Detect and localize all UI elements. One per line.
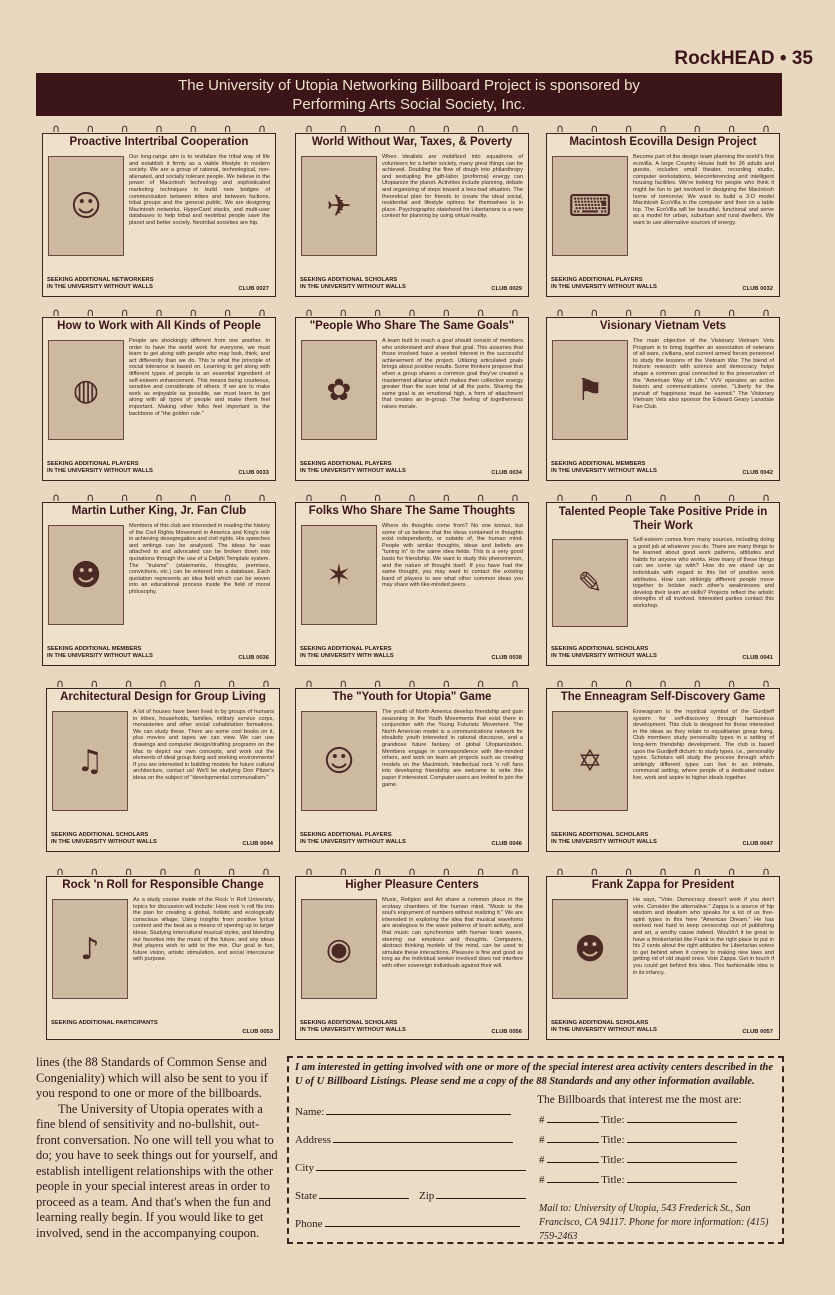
billboard-rings: [53, 866, 273, 878]
ring-icon: ∩: [373, 306, 382, 319]
ring-icon: ∩: [257, 306, 266, 319]
banner-line-2: Performing Arts Social Society, Inc.: [292, 96, 526, 113]
footer-university: IN THE UNIVERSITY WITHOUT WALLS: [47, 468, 153, 474]
hash-label: #: [539, 1154, 545, 1166]
interest-row-4[interactable]: [539, 1172, 737, 1186]
name-line[interactable]: [326, 1104, 511, 1115]
ring-icon: ∩: [555, 677, 565, 690]
billboard-text: Enneagram is the mystical symbol of the Gurdjieff system for self-discovery through harmonious development. This club is designed for those interested in the ideas as they relate to equalitarian group living. Club members study personality types in a setting of long-term friendship development. The club is based upon the Gurdjieff dictum: to study types, i.e., personality types. Scholars will study the process through which strikingly different types can live in an intimate, communal setting, where people of a dedicated nature live, work and aspire to higher ideals together.: [633, 709, 774, 781]
computer-floorplan-icon: ⌨: [552, 156, 628, 256]
billboard-footer: [551, 461, 773, 477]
billboard-rings: [553, 307, 773, 319]
ring-icon: ∩: [154, 491, 164, 504]
billboard-title: Frank Zappa for President: [591, 879, 735, 891]
billboard-footer: [51, 1020, 273, 1036]
billboard: [42, 122, 276, 297]
billboard-title: Martin Luther King, Jr. Fan Club: [71, 505, 247, 517]
billboard-text: Members of this club are interested in reading the history of the Civil Rights Movement in America and King's role in achieving desegregation and civil rights. His speeches and writings can be analyzed. The ideas he was attached to and advocated can be broken down into quotations through the use of a Delphi Template system. The "truisms" (statements, thoughts, premises, convictions, etc.) can be entered into a database. Each quotation represents an idea field which can be woven into an educational process inside the field of moral philosophy.: [129, 523, 270, 595]
ring-icon: ∩: [476, 677, 485, 690]
ring-icon: ∩: [624, 865, 633, 878]
ring-icon: ∩: [442, 306, 451, 319]
ring-icon: ∩: [304, 306, 314, 319]
interest-heading: The Billboards that interest me the most are:: [537, 1094, 742, 1106]
state-field[interactable]: [295, 1188, 409, 1202]
sponsor-banner: [36, 73, 782, 116]
billboard-text: As a study course inside of the Rock 'n Roll University, topics for discussion will include: How rock 'n roll fits into the plan for creating a global, holistic and ecologically conscious village; Using insights from positive lyrical content and the beat as a means of opening up to larger ideas; Studying intercultural musical styles, and blending our favorites into the music of the future; and any ideas that players wish to add to the mix. Our goal is fun, future vision, artistic stimulation, and social intercourse with purpose.: [133, 897, 274, 963]
billboard-footer: [300, 1020, 522, 1036]
interest-row-1[interactable]: [539, 1112, 737, 1126]
flowers-icon: ✿: [301, 340, 377, 440]
ring-icon: ∩: [193, 677, 202, 690]
ring-icon: ∩: [120, 122, 129, 135]
ring-icon: ∩: [590, 122, 599, 135]
ring-icon: ∩: [373, 491, 382, 504]
billboard: [546, 677, 780, 852]
ring-icon: ∩: [158, 865, 168, 878]
ring-icon: ∩: [304, 865, 314, 878]
zip-field[interactable]: [419, 1188, 526, 1202]
ring-icon: ∩: [124, 865, 133, 878]
ring-icon: ∩: [555, 491, 565, 504]
ring-icon: ∩: [339, 306, 348, 319]
title-label: Title:: [601, 1134, 625, 1146]
billboard-title: Folks Who Share The Same Thoughts: [308, 505, 516, 517]
billboard-footer: [300, 461, 522, 477]
billboard-rings: [49, 492, 269, 504]
billboard: [46, 865, 280, 1040]
club-number: CLUB 0029: [491, 286, 522, 292]
billboard: [546, 491, 780, 666]
billboard-footer: [47, 461, 269, 477]
footer-seeking: SEEKING ADDITIONAL SCHOLARS: [551, 646, 649, 652]
address-line[interactable]: [333, 1132, 513, 1143]
ring-icon: ∩: [761, 122, 770, 135]
billboard-footer: [300, 832, 522, 848]
billboard-rings: [302, 678, 522, 690]
billboard-rings: [302, 492, 522, 504]
ring-icon: ∩: [476, 122, 485, 135]
ring-icon: ∩: [158, 677, 168, 690]
ring-icon: ∩: [590, 491, 599, 504]
billboard-rings: [49, 307, 269, 319]
billboard-rings: [553, 678, 773, 690]
billboard: [295, 122, 529, 297]
ring-icon: ∩: [510, 491, 519, 504]
ring-icon: ∩: [51, 491, 61, 504]
portrait-icon: ☻: [552, 899, 628, 999]
ring-icon: ∩: [257, 491, 266, 504]
ring-icon: ∩: [90, 865, 99, 878]
billboard-rings: [302, 866, 522, 878]
billboard: [546, 122, 780, 297]
ring-icon: ∩: [339, 491, 348, 504]
number-line[interactable]: [547, 1152, 599, 1163]
ring-icon: ∩: [442, 865, 451, 878]
billboard-rings: [553, 866, 773, 878]
club-number: CLUB 0057: [742, 1029, 773, 1035]
ring-icon: ∩: [693, 491, 702, 504]
number-line[interactable]: [547, 1112, 599, 1123]
billboard-rings: [553, 123, 773, 135]
ring-icon: ∩: [373, 677, 382, 690]
billboard-text: The main objective of the Visionary Vietnam Vets Program is to bring together an association of veterans of all wars, civilians, and current armed forces personnel to study the lessons of the Vietnam War. The blend of historic research with science and democracy helps shape a common goal connected to the preservation of the "American Way of Life." VVV operates an active liaison and communications center. "Liberty for the pursuit of happiness must be earned." The Visionary Vietnam Vets also sponsor the Edward Geary Lansdale Fan Club.: [633, 338, 774, 410]
billboard-title: Visionary Vietnam Vets: [599, 320, 727, 332]
name-label: Name:: [295, 1106, 325, 1118]
footer-university: IN THE UNIVERSITY WITHOUT WALLS: [300, 1027, 406, 1033]
footer-university: IN THE UNIVERSITY WITHOUT WALLS: [47, 284, 153, 290]
flag-palm-icon: ⚑: [552, 340, 628, 440]
billboard-title: Talented People Take Positive Pride in Their Work: [558, 506, 768, 532]
hash-label: #: [539, 1134, 545, 1146]
state-line[interactable]: [319, 1188, 409, 1199]
zip-label: Zip: [419, 1190, 435, 1202]
footer-university: IN THE UNIVERSITY WITHOUT WALLS: [51, 839, 157, 845]
mail-to: Mail to: University of Utopia, 543 Frederick St., San Francisco, CA 94117. Phone for more information: (415) 759-2463: [539, 1203, 769, 1242]
intro-paragraph-1: lines (the 88 Standards of Common Sense and Congeniality) which will also be sent to you if you respond to one or more of the billboards.: [36, 1055, 268, 1100]
club-number: CLUB 0036: [238, 655, 269, 661]
billboard: [295, 865, 529, 1040]
footer-university: IN THE UNIVERSITY WITHOUT WALLS: [300, 468, 406, 474]
billboard-text: A team built to reach a goal should consist of members who understand and share that goal. This assumes that those involved have a vested interest in the successful achievement of the project. Utilizing articulated goals brings about positive results. Some thinkers propose that when a group shares a common goal they've created a mastermind alliance which makes their collective energy greater than the sum total of all the parts. Sharing the same goal is an emotional high, a form of attachment that creates an in-group. The feeling of togetherness raises morale.: [382, 338, 523, 410]
ring-icon: ∩: [476, 491, 485, 504]
ring-icon: ∩: [658, 306, 668, 319]
billboard-text: People are shockingly different from one another. In order to have the world work for everyone, we must learn to get along with people who may look, think, and act differently than we do. This is what the principle of social tolerance is based on. Learning to get along with different types of people is an essential ingredient of self-esteem enhancement. This means being courteous, sensitive and considerate of others. If we are to make work as enjoyable as possible, we must learn to get along with all types of people and make them feel important. Making other folks feel important is the backbone of "the golden rule.": [129, 338, 270, 417]
ring-icon: ∩: [727, 122, 736, 135]
banner-line-1: The University of Utopia Networking Billboard Project is sponsored by: [178, 77, 640, 94]
page-header-row: [0, 48, 835, 70]
footer-university: IN THE UNIVERSITY WITHOUT WALLS: [551, 284, 657, 290]
ring-icon: ∩: [339, 677, 348, 690]
number-line[interactable]: [547, 1172, 599, 1183]
billboard-text: The youth of North America develop friendship and gain seasoning in the Youth Movements that exist there in conjunction with the Young Futurists Movement. The North American model is a communications network for idealistic youth interested in rational discourse, and a grandiose future fantasy of global Utopianization. Members engage in correspondence with like-minded others, and work on team art projects such as creating models on the Macintosh. Intellectual rock 'n roll fans into developing friendship are welcome to write this paper if interested. Computer users are invited to join the game.: [382, 709, 523, 788]
club-number: CLUB 0038: [491, 655, 522, 661]
ring-icon: ∩: [407, 306, 417, 319]
ring-icon: ∩: [120, 491, 129, 504]
ring-icon: ∩: [120, 306, 129, 319]
footer-seeking: SEEKING ADDITIONAL MEMBERS: [551, 461, 646, 467]
ring-icon: ∩: [624, 122, 633, 135]
ring-icon: ∩: [693, 306, 702, 319]
ring-icon: ∩: [761, 491, 770, 504]
intro-paragraph-2: The University of Utopia operates with a fine blend of sensitivity and no-bullshit, out-front conversation. No one will tell you what to do; you have to seek things out for yourself, and establish intelligent relationships with the other people in your special interest areas in order to proceed as a team. And that's when the fun and learning really begin. If you would like to get involved, send in the accompanying coupon.: [36, 1101, 278, 1240]
number-line[interactable]: [547, 1132, 599, 1143]
club-number: CLUB 0056: [491, 1029, 522, 1035]
ring-icon: ∩: [86, 306, 95, 319]
ring-icon: ∩: [761, 306, 770, 319]
billboard-rings: [302, 307, 522, 319]
state-label: State: [295, 1190, 317, 1202]
footer-university: IN THE UNIVERSITY WITHOUT WALLS: [300, 284, 406, 290]
ring-icon: ∩: [590, 865, 599, 878]
ring-icon: ∩: [227, 865, 236, 878]
phone-field[interactable]: [295, 1216, 520, 1230]
footer-seeking: SEEKING ADDITIONAL SCHOLARS: [551, 832, 649, 838]
ring-icon: ∩: [124, 677, 133, 690]
billboard: [42, 306, 276, 481]
lightbulbs-icon: ✶: [301, 525, 377, 625]
billboard-title: The "Youth for Utopia" Game: [332, 691, 492, 703]
title-line[interactable]: [627, 1152, 737, 1163]
intro-text: [36, 1055, 280, 1241]
ring-icon: ∩: [154, 306, 164, 319]
billboard-title: The Enneagram Self-Discovery Game: [560, 691, 766, 703]
ring-icon: ∩: [339, 122, 348, 135]
billboard-footer: [51, 832, 273, 848]
billboard-title: "People Who Share The Same Goals": [309, 320, 515, 332]
billboard: [295, 306, 529, 481]
artist-icon: ✎: [552, 539, 628, 627]
ring-icon: ∩: [407, 865, 417, 878]
billboard-text: Become part of the design team planning the world's first ecovilla. A large Country House built for 36 adults and guests, includes small theater, recording studio, computer workstations, teleconferencing and intelligent housing facilities. We're looking for people who think it might be fun to get involved in designing the Macintosh home of tomorrow. We want to build a 3-D model Macintosh EcoVilla in the computer and then on a table top. The EcoVilla will be beautiful, functional and serve as a model for urban, suburban and rural dwellers. We want to use alternative sources of energy.: [633, 154, 774, 226]
billboard-title: Higher Pleasure Centers: [345, 879, 479, 891]
ring-icon: ∩: [223, 491, 232, 504]
club-number: CLUB 0047: [742, 841, 773, 847]
billboard-rings: [49, 123, 269, 135]
footer-university: IN THE UNIVERSITY WITHOUT WALLS: [300, 839, 406, 845]
footer-seeking: SEEKING ADDITIONAL PLAYERS: [551, 277, 643, 283]
hash-label: #: [539, 1174, 545, 1186]
ring-icon: ∩: [658, 865, 668, 878]
title-label: Title:: [601, 1174, 625, 1186]
billboard-footer: [551, 1020, 773, 1036]
billboard-footer: [551, 646, 773, 662]
ring-icon: ∩: [407, 677, 417, 690]
ring-icon: ∩: [476, 306, 485, 319]
footer-university: IN THE UNIVERSITY WITHOUT WALLS: [551, 839, 657, 845]
billboard-title: Proactive Intertribal Cooperation: [69, 136, 249, 148]
billboard-footer: [300, 646, 522, 662]
ring-icon: ∩: [227, 677, 236, 690]
ring-icon: ∩: [476, 865, 485, 878]
address-field[interactable]: [295, 1132, 513, 1146]
footer-seeking: SEEKING ADDITIONAL PLAYERS: [300, 461, 392, 467]
billboard-rings: [553, 492, 773, 504]
ring-icon: ∩: [727, 491, 736, 504]
ring-icon: ∩: [304, 677, 314, 690]
billboard-text: Our long-range aim is to revitalize the tribal way of life and establish it firmly as a viable lifestyle in modern society. We are a group of rational, technological, non-alienated, and socially tolerant people. We believe in the power of Macintosh technology and sophisticated marketing techniques to build new bridges of communication between tribes and between factions, tribal groups and the general public. We are designing Macintosh networks, HyperCard stacks, and multi-user databases to help tribal and neotribal people save the planet and better society. Neotribal societies are hip.: [129, 154, 270, 226]
face-profile-icon: ☺: [301, 711, 377, 811]
ring-icon: ∩: [86, 491, 95, 504]
club-number: CLUB 0046: [491, 841, 522, 847]
footer-seeking: SEEKING ADDITIONAL SCHOLARS: [551, 1020, 649, 1026]
footer-seeking: SEEKING ADDITIONAL SCHOLARS: [300, 277, 398, 283]
title-line[interactable]: [627, 1172, 737, 1183]
billboard-rings: [302, 123, 522, 135]
ring-icon: ∩: [658, 491, 668, 504]
response-coupon: [287, 1056, 784, 1244]
ring-icon: ∩: [442, 677, 451, 690]
city-field[interactable]: [295, 1160, 526, 1174]
dancers-icon: ♫: [52, 711, 128, 811]
ring-icon: ∩: [154, 122, 164, 135]
billboard-footer: [551, 277, 773, 293]
city-label: City: [295, 1162, 314, 1174]
club-number: CLUB 0027: [238, 286, 269, 292]
ring-icon: ∩: [304, 122, 314, 135]
ring-icon: ∩: [510, 306, 519, 319]
title-label: Title:: [601, 1114, 625, 1126]
footer-seeking: SEEKING ADDITIONAL PLAYERS: [300, 832, 392, 838]
footer-seeking: SEEKING ADDITIONAL PARTICIPANTS: [51, 1020, 158, 1026]
ring-icon: ∩: [407, 491, 417, 504]
ring-icon: ∩: [86, 122, 95, 135]
billboard-footer: [551, 832, 773, 848]
footer-university: IN THE UNIVERSITY WITH WALLS: [300, 653, 394, 659]
ring-icon: ∩: [304, 491, 314, 504]
club-number: CLUB 0053: [242, 1029, 273, 1035]
footer-seeking: SEEKING ADDITIONAL PLAYERS: [47, 461, 139, 467]
ring-icon: ∩: [373, 865, 382, 878]
club-number: CLUB 0034: [491, 470, 522, 476]
ring-icon: ∩: [693, 677, 702, 690]
hash-label: #: [539, 1114, 545, 1126]
people-group-icon: ☺: [48, 156, 124, 256]
address-label: Address: [295, 1134, 332, 1146]
ring-icon: ∩: [693, 865, 702, 878]
ring-icon: ∩: [624, 677, 633, 690]
billboard-footer: [47, 277, 269, 293]
city-line[interactable]: [316, 1160, 526, 1171]
club-number: CLUB 0041: [742, 655, 773, 661]
footer-university: IN THE UNIVERSITY WITHOUT WALLS: [47, 653, 153, 659]
title-label: Title:: [601, 1154, 625, 1166]
ring-icon: ∩: [373, 122, 382, 135]
page-header: RockHEAD • 35: [674, 48, 813, 69]
ring-icon: ∩: [55, 677, 65, 690]
enneagram-icon: ✡: [552, 711, 628, 811]
ring-icon: ∩: [90, 677, 99, 690]
billboard-title: Rock 'n Roll for Responsible Change: [62, 879, 264, 891]
ring-icon: ∩: [624, 306, 633, 319]
billboard-title: Macintosh Ecovilla Design Project: [569, 136, 757, 148]
ring-icon: ∩: [261, 677, 270, 690]
ring-icon: ∩: [257, 122, 266, 135]
billboard-footer: [47, 646, 269, 662]
footer-seeking: SEEKING ADDITIONAL MEMBERS: [47, 646, 142, 652]
ring-icon: ∩: [51, 306, 61, 319]
ring-icon: ∩: [555, 122, 565, 135]
ring-icon: ∩: [693, 122, 702, 135]
ring-icon: ∩: [510, 122, 519, 135]
billboard: [42, 491, 276, 666]
zip-line[interactable]: [436, 1188, 526, 1199]
ring-icon: ∩: [624, 491, 633, 504]
billboard-title: Architectural Design for Group Living: [60, 691, 266, 703]
club-number: CLUB 0032: [742, 286, 773, 292]
footer-seeking: SEEKING ADDITIONAL SCHOLARS: [51, 832, 149, 838]
billboard-text: A lot of houses have been lived in by groups of humans in tribes, households, families, military service corps, monasteries and other social cohabitation formations. We can study these. There are some cool books on it, plus movies and tapes we can view. We can use drawings and computer design/drafting programs on the Mac to depict our own concepts, and work out the elements of ideal group living and working environments! If you are interested in building models for future cultural architecture, contact us! We'll be studying Don Pitzer's ideas on the subject of "developmental communalism.": [133, 709, 274, 781]
ring-icon: ∩: [590, 306, 599, 319]
club-number: CLUB 0042: [742, 470, 773, 476]
ring-icon: ∩: [510, 865, 519, 878]
billboard-text: Where do thoughts come from? No one knows, but some of us believe that the ideas contained in thoughts exist independently, or outside of, the human mind. People with similar thoughts, ideas and beliefs are "tuning in" to the same idea fields. This is a very good basis for friendship. We want to study this phenomenon, and the nature of thought itself. If you have had the same thought, you may want to contact the existing band of players to see what other common ideas you may share with like-minded peers.: [382, 523, 523, 589]
ring-icon: ∩: [55, 865, 65, 878]
ring-icon: ∩: [407, 122, 417, 135]
ring-icon: ∩: [261, 865, 270, 878]
coupon-title: I am interested in getting involved with one or more of the special interest area activity centers described in the U of U Billboard Listings. Please send me a copy of the 88 Standards and any other information available.: [295, 1062, 774, 1087]
billboard-text: Music, Religion and Art share a common place in the ecstasy chambers of the human mind. "Music is the soul's enjoyment of numbers without realizing it." We are interested in exploring the idea that musical wavefoms are analogous to the wave patterns of brain activity, and that music can synchronize with human brain waves, steering our emotions and thoughts. Computers, abstract thinking models of the mind, can be used to simulate these interactions. Pleasure is fine and good as long as the individual seeker involved does not interfere with other sovereign individuals against their will.: [382, 897, 523, 969]
club-number: CLUB 0033: [238, 470, 269, 476]
billboard-text: When idealists are mobilized into squadrons of volunteers for a better society, many great things can be achieved. Doubling the flow of dough into philanthropy and sextupling the gift-labor (proforma) energy can Utopianize the planet. Activities include planning, debate and organizing of steps toward a less-bad situation. The theoretical plan for friends to create the ideal social, residential and lifestyle options for themselves is in place. Psychographic statehood for Libertarians is a new context for planning by using virtual reality.: [382, 154, 523, 220]
billboard-rings: [53, 678, 273, 690]
ring-icon: ∩: [442, 122, 451, 135]
ring-icon: ∩: [193, 865, 202, 878]
ring-icon: ∩: [339, 865, 348, 878]
billboard: [546, 865, 780, 1040]
billboard: [46, 677, 280, 852]
singer-icon: ♪: [52, 899, 128, 999]
billboard-title: How to Work with All Kinds of People: [57, 320, 261, 332]
ring-icon: ∩: [727, 865, 736, 878]
ring-icon: ∩: [189, 491, 198, 504]
ring-icon: ∩: [189, 122, 198, 135]
bird-icon: ✈: [301, 156, 377, 256]
ring-icon: ∩: [555, 865, 565, 878]
footer-seeking: SEEKING ADDITIONAL SCHOLARS: [300, 1020, 398, 1026]
ring-icon: ∩: [727, 677, 736, 690]
ring-icon: ∩: [555, 306, 565, 319]
ring-icon: ∩: [590, 677, 599, 690]
title-line[interactable]: [627, 1132, 737, 1143]
name-field[interactable]: [295, 1104, 511, 1118]
ring-icon: ∩: [727, 306, 736, 319]
ring-icon: ∩: [761, 677, 770, 690]
interest-row-3[interactable]: [539, 1152, 737, 1166]
interest-row-2[interactable]: [539, 1132, 737, 1146]
footer-university: IN THE UNIVERSITY WITHOUT WALLS: [551, 1027, 657, 1033]
footer-university: IN THE UNIVERSITY WITHOUT WALLS: [551, 468, 657, 474]
title-line[interactable]: [627, 1112, 737, 1123]
ring-icon: ∩: [189, 306, 198, 319]
ring-icon: ∩: [658, 677, 668, 690]
ring-icon: ∩: [442, 491, 451, 504]
billboard: [295, 491, 529, 666]
ring-icon: ∩: [510, 677, 519, 690]
phone-line[interactable]: [325, 1216, 520, 1227]
ring-icon: ∩: [51, 122, 61, 135]
world-map-icon: ◍: [48, 340, 124, 440]
billboard-title: World Without War, Taxes, & Poverty: [311, 136, 513, 148]
portrait-icon: ☻: [48, 525, 124, 625]
ring-icon: ∩: [223, 122, 232, 135]
geodesic-dome-icon: ◉: [301, 899, 377, 999]
phone-label: Phone: [295, 1218, 323, 1230]
club-number: CLUB 0044: [242, 841, 273, 847]
footer-university: IN THE UNIVERSITY WITHOUT WALLS: [551, 653, 657, 659]
billboard-text: He says, "Vote. Democracy doesn't work if you don't vote. Consider the alternative." Zappa is a source of hip wisdom and idealism who speaks for a lot of us free-spirit types in this here "American Dream." He has worked real hard to keep censorship out of publishing and art, a worthy cause indeed. Wouldn't it be great to have a thinker/artist like Frank in the right place to put in his 2 cents about the right attitudes for Libertarian voters to get behind when it comes to making new laws and getting rid of old stupid ones. Vote Zappa. Get in touch if you could get behind this idea. This fashionable idea is in its infancy.: [633, 897, 774, 976]
footer-seeking: SEEKING ADDITIONAL NETWORKERS: [47, 277, 154, 283]
ring-icon: ∩: [658, 122, 668, 135]
billboard-text: Self-esteem comes from many sources, including doing a good job at whatever you do. There are many things to be learned about good work patterns, attitudes and habits for anyone who works. How many of these things can we come up with? How do we stand up as individuals with regard to this list of positive work attributes. How can strikingly different people move together to bolster each other's weaknesses and develop their team art skills? Projects reflect the artistic strengths of all involved. Interested parties contact this workshop.: [633, 537, 774, 609]
ring-icon: ∩: [761, 865, 770, 878]
billboard: [295, 677, 529, 852]
footer-seeking: SEEKING ADDITIONAL PLAYERS: [300, 646, 392, 652]
billboard-footer: [300, 277, 522, 293]
ring-icon: ∩: [223, 306, 232, 319]
billboard: [546, 306, 780, 481]
